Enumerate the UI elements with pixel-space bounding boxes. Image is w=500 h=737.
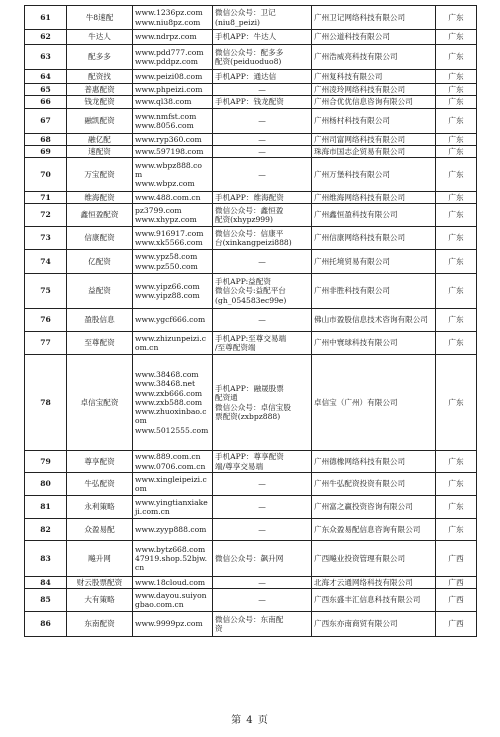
company-name: 广州凌玲网络科技有限公司: [312, 84, 436, 96]
website-cell-line: pz3799.com: [135, 205, 182, 215]
region: 广东: [436, 227, 477, 250]
table-row: [25, 109, 477, 134]
website-cell-line: www.ql38.com: [135, 97, 192, 107]
row-number: 77: [25, 332, 67, 355]
table-row: [25, 146, 477, 158]
app-cell-line: 配资通: [215, 393, 238, 403]
table-row: [25, 274, 477, 309]
website-cell: [133, 577, 213, 589]
website-cell-line: www.5012555.com: [135, 425, 209, 435]
app-cell: [213, 589, 312, 612]
website-cell-line: www.xhypz.com: [135, 215, 197, 224]
row-number: 67: [25, 109, 67, 134]
platform-name: 牛8速配: [67, 6, 133, 30]
app-cell-line: 微信公众号：飙升网: [215, 553, 284, 563]
app-cell: [213, 227, 312, 250]
table-row: [25, 589, 477, 612]
website-cell-line: www.wbpz888.co: [135, 160, 202, 170]
website-cell-line: www.zhizunpeizi.c: [135, 333, 206, 343]
region: 广东: [436, 519, 477, 541]
table-row: [25, 612, 477, 637]
website-cell-line: om: [135, 416, 147, 426]
app-cell-line: 手机APP：融晟股票: [215, 384, 284, 394]
website-cell-line: www.ryp360.com: [135, 134, 202, 144]
region: 广东: [436, 158, 477, 192]
website-cell: [133, 227, 213, 250]
website-cell: [133, 6, 213, 30]
company-name: 广州公道科技有限公司: [312, 30, 436, 45]
company-name: 广州牛弘配资投资有限公司: [312, 473, 436, 496]
region: 广西: [436, 589, 477, 612]
website-cell-line: www.dayou.suiyon: [135, 590, 207, 600]
website-cell-line: www.xingleipeizi.c: [135, 474, 207, 484]
region: 广东: [436, 192, 477, 204]
region: 广东: [436, 274, 477, 309]
website-cell: [133, 496, 213, 519]
platform-name: 牛弘配资: [67, 473, 133, 496]
table-row: [25, 451, 477, 473]
app-cell: [213, 158, 312, 192]
website-cell-line: www.18cloud.com: [135, 577, 206, 587]
website-cell: [133, 109, 213, 134]
website-cell-line: gbao.com.cn: [135, 600, 184, 609]
platform-name: 卓信宝配资: [67, 355, 133, 451]
region: 广东: [436, 84, 477, 96]
row-number: 85: [25, 589, 67, 612]
app-cell-line: (gh_054583ec99e): [215, 295, 287, 305]
website-cell: [133, 612, 213, 637]
app-cell-line: 微信公众号：卫记: [215, 8, 276, 18]
company-name: 珠海市国志企贸易有限公司: [312, 146, 436, 158]
row-number: 73: [25, 227, 67, 250]
website-cell-line: www.yipz88.com: [135, 291, 200, 300]
table-row: [25, 158, 477, 192]
website-cell: [133, 96, 213, 109]
region: 广西: [436, 541, 477, 577]
website-cell-line: www.bytz668.com: [135, 544, 206, 554]
platform-name: 钱龙配资: [67, 96, 133, 109]
website-cell-line: www.wbpz.com: [135, 179, 195, 189]
app-cell-line: 微信公众号：鑫恒盈: [215, 205, 284, 215]
website-cell-line: www.nmfst.com: [135, 111, 197, 121]
platform-name: 飚升网: [67, 541, 133, 577]
platform-name: 众盈易配: [67, 519, 133, 541]
app-cell-line: —: [258, 256, 266, 266]
region: 广东: [436, 96, 477, 109]
row-number: 70: [25, 158, 67, 192]
platform-name: 东南配资: [67, 612, 133, 637]
app-cell-line: 微信公众号：信康平: [215, 228, 284, 238]
platform-name: 融凯配资: [67, 109, 133, 134]
app-cell-line: —: [258, 134, 266, 144]
website-cell-line: 47919.shop.52bjw.: [135, 553, 208, 563]
app-cell: [213, 134, 312, 146]
table-row: [25, 6, 477, 30]
website-cell-line: www.488.com.cn: [135, 192, 201, 202]
website-cell: [133, 519, 213, 541]
website-cell-line: www.8056.com: [135, 121, 194, 130]
app-cell-line: 手机APP:至尊交易端: [215, 333, 287, 343]
app-cell: [213, 146, 312, 158]
row-number: 84: [25, 577, 67, 589]
website-cell: [133, 146, 213, 158]
website-cell: [133, 355, 213, 451]
table-row: [25, 332, 477, 355]
website-cell-line: www.889.com.cn: [135, 452, 201, 462]
app-cell: [213, 332, 312, 355]
website-cell-line: www.xk5566.com: [135, 238, 203, 247]
website-cell: [133, 84, 213, 96]
region: 广东: [436, 70, 477, 84]
app-cell-line: 端/尊享交易端: [215, 461, 264, 471]
website-cell-line: www.ygcf666.com: [135, 315, 206, 325]
table-row: [25, 204, 477, 227]
company-name: 广西飚业投资管理有限公司: [312, 541, 436, 577]
region: 广东: [436, 250, 477, 274]
region: 广东: [436, 496, 477, 519]
region: 广东: [436, 109, 477, 134]
website-cell: [133, 30, 213, 45]
company-name: 广东众盈易配信息咨询有限公司: [312, 519, 436, 541]
website-cell: [133, 158, 213, 192]
platform-name: 鑫恒盈配资: [67, 204, 133, 227]
company-name: 广州维海网络科技有限公司: [312, 192, 436, 204]
table-row: [25, 192, 477, 204]
website-cell-line: www.pz550.com: [135, 261, 198, 271]
website-cell-line: om.cn: [135, 343, 159, 352]
table-row: [25, 309, 477, 332]
app-cell-line: 配资(peiduoduo8): [215, 57, 282, 66]
row-number: 69: [25, 146, 67, 158]
row-number: 72: [25, 204, 67, 227]
platform-name: 至尊配资: [67, 332, 133, 355]
website-cell: [133, 134, 213, 146]
website-cell-line: www.niu8pz.com: [135, 17, 201, 27]
table-row: [25, 250, 477, 274]
website-cell-line: www.9999pz.com: [135, 619, 203, 629]
row-number: 68: [25, 134, 67, 146]
app-cell: [213, 355, 312, 451]
app-cell-line: —: [258, 116, 266, 126]
region: 广东: [436, 6, 477, 30]
app-cell: [213, 6, 312, 30]
website-cell: [133, 309, 213, 332]
app-cell: [213, 274, 312, 309]
platform-name: 大有策略: [67, 589, 133, 612]
company-name: 广州中寰球科技有限公司: [312, 332, 436, 355]
company-name: 广州司富网络科技有限公司: [312, 134, 436, 146]
website-cell-line: cn: [135, 563, 145, 573]
company-name: 广州托境贸易有限公司: [312, 250, 436, 274]
app-cell-line: 微信公众号:益配平台: [215, 286, 286, 296]
website-cell: [133, 250, 213, 274]
platform-name: 亿配资: [67, 250, 133, 274]
website-cell-line: www.yingtianxiake: [135, 497, 208, 507]
company-name: 广州信康网络科技有限公司: [312, 227, 436, 250]
table-row: [25, 70, 477, 84]
app-cell-line: —: [258, 502, 266, 512]
website-cell-line: m: [135, 169, 143, 179]
region: 广东: [436, 355, 477, 451]
platform-name: 融亿配: [67, 134, 133, 146]
company-name: 广西东亦南商贸有限公司: [312, 612, 436, 637]
company-name: 广州卫记网络科技有限公司: [312, 6, 436, 30]
platform-name: 益配资: [67, 274, 133, 309]
website-cell: [133, 192, 213, 204]
region: 广东: [436, 45, 477, 70]
company-name: 广州浩威亮科技有限公司: [312, 45, 436, 70]
region: 广东: [436, 309, 477, 332]
app-cell: [213, 541, 312, 577]
table-row: [25, 84, 477, 96]
region: 广东: [436, 30, 477, 45]
website-cell: [133, 332, 213, 355]
app-cell-line: —: [258, 84, 266, 94]
company-name: 广州杨村科技有限公司: [312, 109, 436, 134]
row-number: 62: [25, 30, 67, 45]
app-cell-line: 手机APP：尊享配资: [215, 452, 284, 462]
website-cell: [133, 204, 213, 227]
region: 广东: [436, 473, 477, 496]
platform-name: 维海配资: [67, 192, 133, 204]
table-row: [25, 227, 477, 250]
app-cell-line: /至尊配资端: [215, 343, 256, 352]
row-number: 86: [25, 612, 67, 637]
app-cell: [213, 204, 312, 227]
app-cell-line: 手机APP：钱龙配资: [215, 97, 284, 107]
app-cell-line: —: [258, 524, 266, 534]
row-number: 81: [25, 496, 67, 519]
company-name: 广州富之赢投资咨询有限公司: [312, 496, 436, 519]
row-number: 63: [25, 45, 67, 70]
app-cell: [213, 473, 312, 496]
company-name: 广州非胜科技有限公司: [312, 274, 436, 309]
app-cell: [213, 192, 312, 204]
platform-name: 配资找: [67, 70, 133, 84]
website-cell-line: www.597198.com: [135, 146, 204, 156]
platform-name: 信康配资: [67, 227, 133, 250]
website-cell-line: www.1236pz.com: [135, 8, 203, 18]
app-cell-line: 手机APP：维海配资: [215, 192, 284, 202]
app-cell-line: 手机APP:益配资: [215, 277, 271, 287]
website-cell: [133, 70, 213, 84]
platform-table: [24, 5, 477, 637]
app-cell: [213, 612, 312, 637]
company-name: 广州万堡科技有限公司: [312, 158, 436, 192]
company-name: 卓信宝（广州）有限公司: [312, 355, 436, 451]
table-body: [25, 6, 477, 637]
website-cell-line: om: [135, 484, 147, 493]
row-number: 75: [25, 274, 67, 309]
website-cell-line: www.pddpz.com: [135, 57, 198, 66]
website-cell: [133, 473, 213, 496]
app-cell-line: —: [258, 315, 266, 325]
row-number: 83: [25, 541, 67, 577]
app-cell-line: —: [258, 146, 266, 156]
table-row: [25, 519, 477, 541]
row-number: 76: [25, 309, 67, 332]
company-name: 广州鑫恒盈科技有限公司: [312, 204, 436, 227]
region: 广东: [436, 451, 477, 473]
row-number: 78: [25, 355, 67, 451]
row-number: 66: [25, 96, 67, 109]
website-cell-line: www.ndrpz.com: [135, 32, 197, 42]
website-cell-line: www.pdd777.com: [135, 47, 204, 57]
app-cell: [213, 519, 312, 541]
website-cell-line: www.0706.com.cn: [135, 461, 206, 471]
row-number: 79: [25, 451, 67, 473]
app-cell-line: (niu8_peizi): [215, 17, 260, 27]
table-row: [25, 541, 477, 577]
website-cell-line: www.zhuoxinbao.c: [135, 407, 207, 417]
row-number: 82: [25, 519, 67, 541]
row-number: 64: [25, 70, 67, 84]
app-cell-line: —: [258, 479, 266, 489]
app-cell: [213, 577, 312, 589]
app-cell-line: 微信公众号：东南配: [215, 614, 284, 624]
app-cell: [213, 30, 312, 45]
platform-name: 财云股票配资: [67, 577, 133, 589]
app-cell-line: —: [258, 577, 266, 587]
table-row: [25, 96, 477, 109]
region: 广东: [436, 134, 477, 146]
row-number: 80: [25, 473, 67, 496]
row-number: 65: [25, 84, 67, 96]
app-cell-line: —: [258, 169, 266, 179]
app-cell: [213, 84, 312, 96]
platform-name: 盈股信息: [67, 309, 133, 332]
app-cell: [213, 96, 312, 109]
platform-name: 万宝配资: [67, 158, 133, 192]
table-row: [25, 577, 477, 589]
table-row: [25, 45, 477, 70]
table-row: [25, 355, 477, 451]
app-cell: [213, 109, 312, 134]
website-cell-line: ji.com.cn: [135, 507, 170, 516]
company-name: 广州合优优信息咨询有限公司: [312, 96, 436, 109]
company-name: 北海才云通网络科技有限公司: [312, 577, 436, 589]
website-cell-line: www.phpeizi.com: [135, 84, 203, 94]
app-cell-line: 票配资(zxbpz888): [215, 411, 281, 421]
region: 广东: [436, 146, 477, 158]
website-cell-line: www.yipz66.com: [135, 281, 200, 291]
row-number: 71: [25, 192, 67, 204]
website-cell-line: www.ypz58.com: [135, 252, 198, 262]
app-cell: [213, 70, 312, 84]
website-cell: [133, 541, 213, 577]
region: 广西: [436, 577, 477, 589]
platform-name: 普惠配资: [67, 84, 133, 96]
company-name: 广州德橡网络科技有限公司: [312, 451, 436, 473]
app-cell-line: 配资(xhypz999): [215, 215, 273, 224]
app-cell: [213, 496, 312, 519]
app-cell: [213, 451, 312, 473]
website-cell-line: www.38468.net: [135, 379, 196, 389]
table-row: [25, 134, 477, 146]
website-cell: [133, 589, 213, 612]
table-row: [25, 473, 477, 496]
app-cell-line: 微信公众号：配多多: [215, 47, 284, 57]
website-cell-line: www.zyyp888.com: [135, 524, 207, 534]
table-row: [25, 496, 477, 519]
company-name: 广州复科技有限公司: [312, 70, 436, 84]
page-number: 第 4 页: [231, 715, 269, 726]
platform-name: 尊享配资: [67, 451, 133, 473]
website-cell-line: www.zxb588.com: [135, 397, 203, 407]
app-cell: [213, 45, 312, 70]
table-row: [25, 30, 477, 45]
app-cell-line: 台(xinkangpeizi888): [215, 238, 292, 247]
app-cell-line: —: [258, 595, 266, 605]
website-cell-line: www.916917.com: [135, 228, 204, 238]
row-number: 61: [25, 6, 67, 30]
region: 广西: [436, 612, 477, 637]
app-cell-line: 微信公众号：卓信宝股: [215, 402, 291, 412]
website-cell-line: www.38468.com: [135, 370, 199, 380]
platform-name: 速配资: [67, 146, 133, 158]
row-number: 74: [25, 250, 67, 274]
platform-name: 牛达人: [67, 30, 133, 45]
website-cell-line: www.peizi08.com: [135, 71, 203, 81]
website-cell: [133, 45, 213, 70]
app-cell-line: 资: [215, 624, 223, 633]
company-name: 广西东盛丰汇信息科技有限公司: [312, 589, 436, 612]
company-name: 佛山市盈股信息技术咨询有限公司: [312, 309, 436, 332]
region: 广东: [436, 332, 477, 355]
app-cell: [213, 309, 312, 332]
website-cell: [133, 451, 213, 473]
app-cell-line: 手机APP：牛达人: [215, 32, 277, 42]
platform-name: 配多多: [67, 45, 133, 70]
region: 广东: [436, 204, 477, 227]
website-cell-line: www.zxb666.com: [135, 388, 203, 398]
app-cell: [213, 250, 312, 274]
website-cell: [133, 274, 213, 309]
platform-name: 永利策略: [67, 496, 133, 519]
app-cell-line: 手机APP：通达信: [215, 71, 277, 81]
